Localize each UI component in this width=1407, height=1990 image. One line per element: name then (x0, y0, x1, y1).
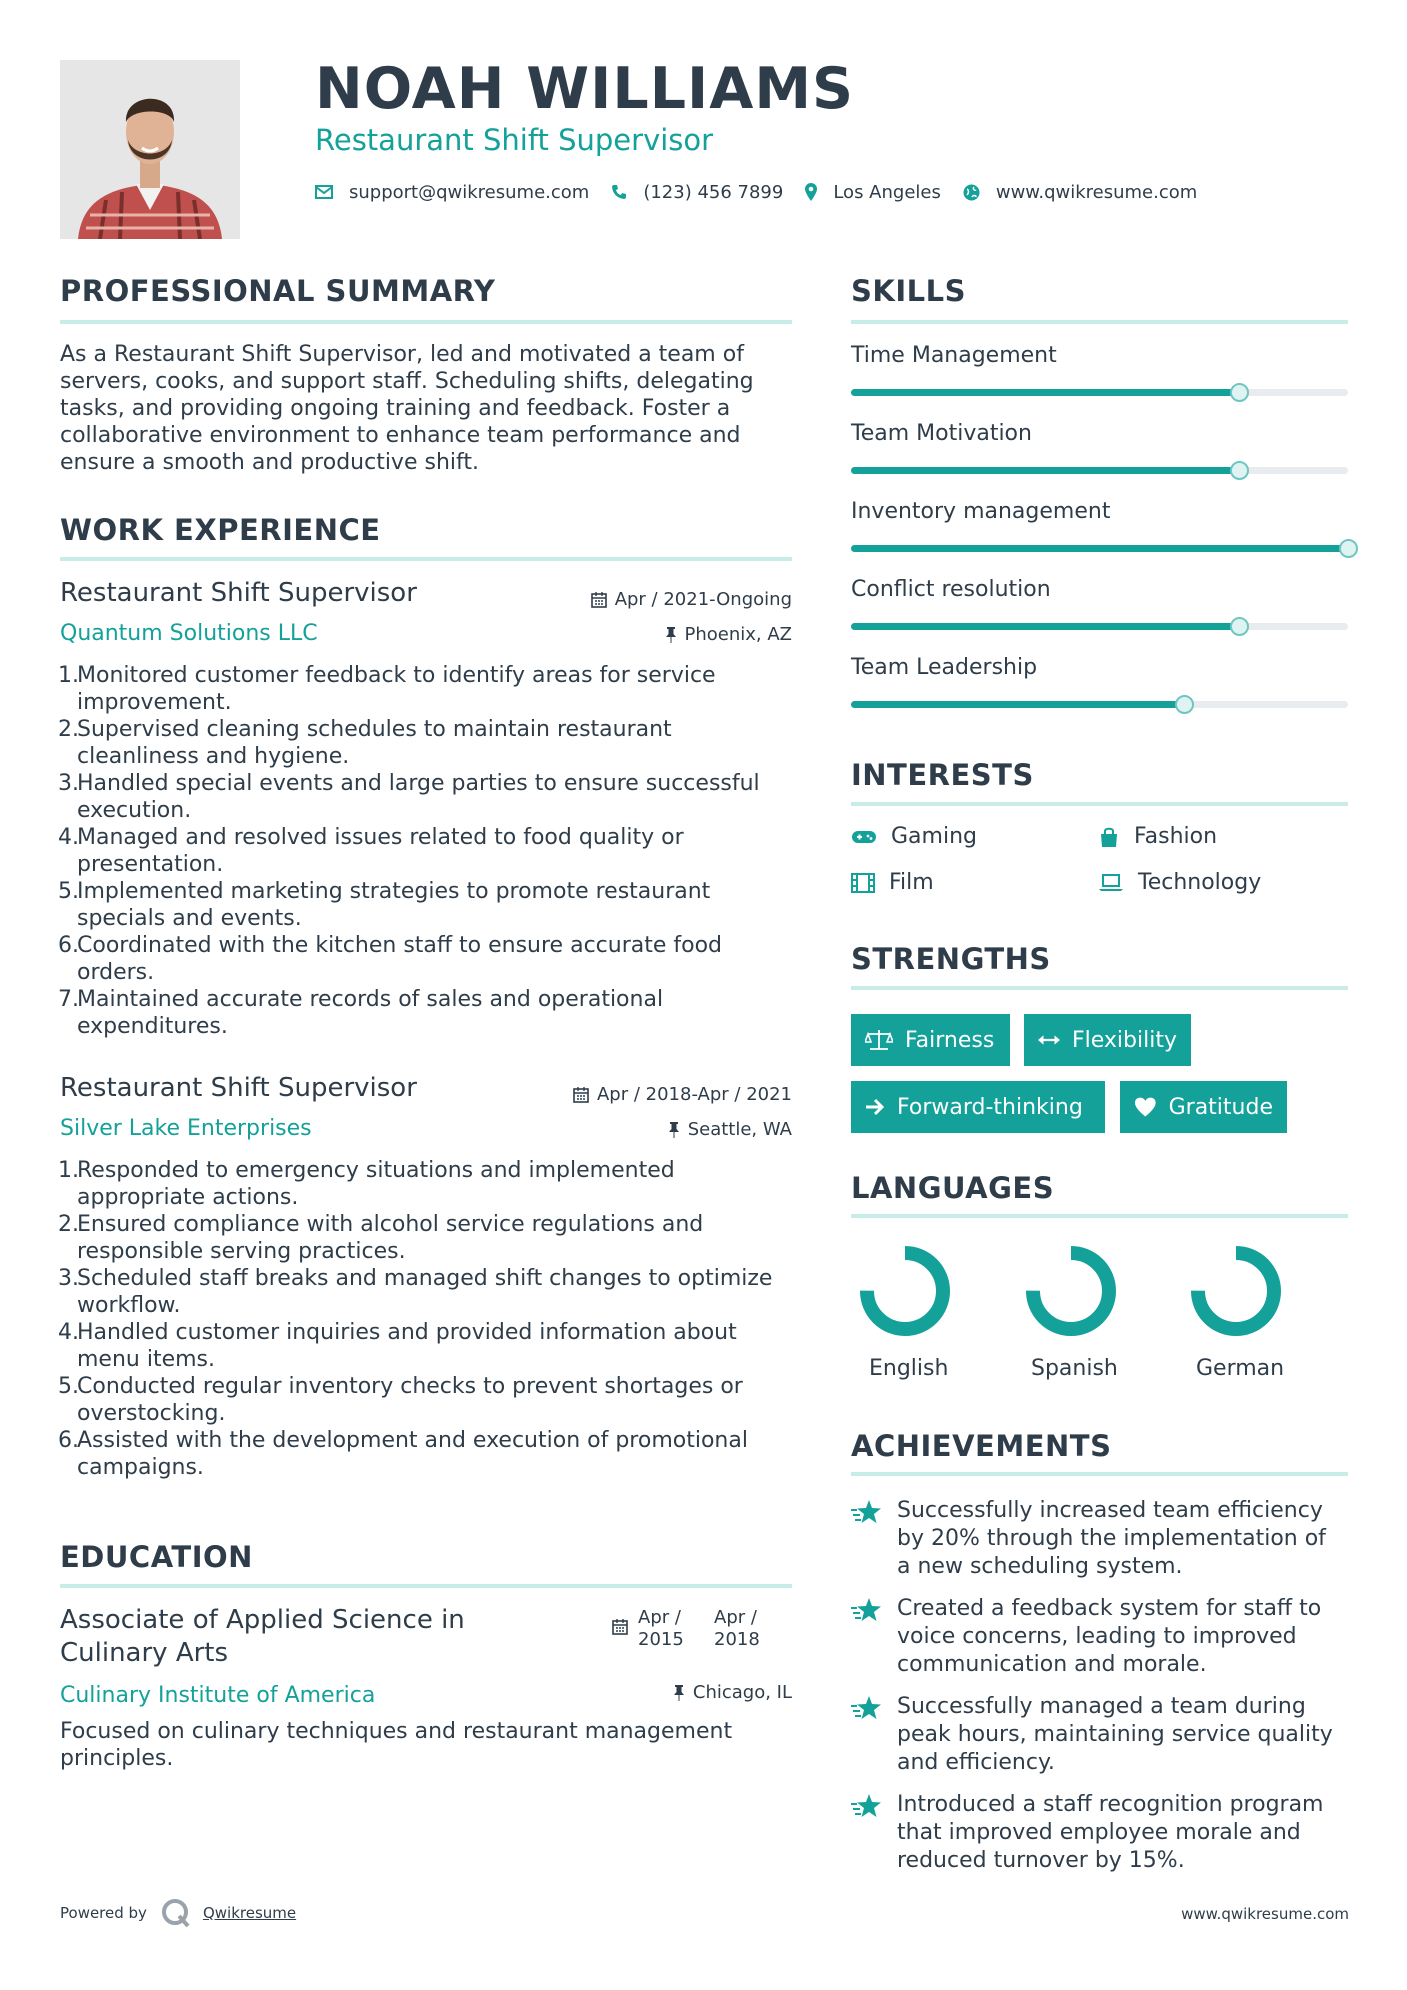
education-description (60, 1718, 800, 1772)
start-month: Apr / (638, 1607, 681, 1628)
list-line: presentation. (77, 852, 224, 877)
summary-heading: PROFESSIONAL SUMMARY (60, 274, 496, 308)
achievement-item (851, 1693, 1351, 1777)
star-icon (851, 1695, 883, 1721)
interest-item (1098, 824, 1217, 849)
section-divider (60, 557, 792, 561)
list-line: Monitored customer feedback to identify areas for service (77, 663, 716, 688)
website-text: www.qwikresume.com (995, 181, 1198, 203)
job-title: Restaurant Shift Supervisor (60, 578, 417, 608)
arrow-right-icon (865, 1098, 885, 1116)
list-line: Supervised cleaning schedules to maintain restaurant (77, 717, 672, 742)
star-icon (851, 1793, 883, 1819)
film-icon (851, 873, 875, 893)
achievement-line: that improved employee morale and (897, 1820, 1301, 1845)
achievement-line: Successfully managed a team during (897, 1694, 1306, 1719)
list-item (58, 770, 798, 824)
job-bullets (58, 662, 798, 1040)
section-divider (851, 320, 1348, 324)
skills-heading: SKILLS (851, 274, 966, 308)
summary-line: collaborative environment to enhance team performance and (60, 423, 741, 448)
interest-label: Technology (1138, 870, 1262, 895)
list-number: 4. (58, 825, 79, 850)
phone-text: (123) 456 7899 (643, 181, 784, 203)
section-divider (851, 1214, 1348, 1218)
skill-name: Team Leadership (851, 655, 1038, 680)
company-name: Quantum Solutions LLC (60, 621, 318, 646)
laptop-icon (1098, 874, 1124, 892)
summary-text (60, 341, 800, 476)
achievement-line: voice concerns, leading to improved (897, 1624, 1297, 1649)
skill-bar (851, 389, 1348, 396)
section-divider (60, 320, 792, 324)
achievement-line: by 20% through the implementation of (897, 1526, 1326, 1551)
list-item (58, 986, 798, 1040)
summary-line: servers, cooks, and support staff. Scheduling shifts, delegating (60, 369, 754, 394)
list-line: menu items. (77, 1347, 216, 1372)
footer-url[interactable]: www.qwikresume.com (1181, 1905, 1349, 1923)
skill-name: Time Management (851, 343, 1057, 368)
achievements-heading: ACHIEVEMENTS (851, 1429, 1112, 1463)
list-line: responsible serving practices. (77, 1239, 406, 1264)
section-divider (851, 1472, 1348, 1476)
job-date (540, 1084, 792, 1105)
language-label: English (869, 1356, 949, 1381)
skill-bar-knob (1230, 461, 1249, 480)
language-label: German (1196, 1356, 1285, 1381)
list-number: 2. (58, 1212, 79, 1237)
strength-tag (851, 1081, 1105, 1133)
list-text (77, 1157, 675, 1211)
job-location (540, 1119, 792, 1140)
summary-line: tasks, and providing ongoing training and feedback. Foster a (60, 396, 731, 421)
achievement-text (897, 1497, 1326, 1581)
calendar-icon (612, 1619, 628, 1635)
list-text (77, 1265, 772, 1319)
education-location (540, 1682, 792, 1703)
language-ring-english (857, 1243, 953, 1339)
arrows-horizontal-icon (1038, 1033, 1060, 1047)
list-text (77, 1373, 743, 1427)
list-text (77, 1427, 748, 1481)
achievement-text (897, 1595, 1321, 1679)
list-line: execution. (77, 798, 192, 823)
list-line: Assisted with the development and execution of promotional (77, 1428, 748, 1453)
globe-icon (963, 184, 980, 201)
list-line: Scheduled staff breaks and managed shift changes to optimize (77, 1266, 773, 1291)
interest-item (1098, 870, 1261, 895)
achievement-item (851, 1791, 1351, 1875)
list-line: Responded to emergency situations and implemented (77, 1158, 675, 1183)
achievement-line: a new scheduling system. (897, 1554, 1183, 1579)
profile-photo (60, 60, 240, 239)
list-number: 1. (58, 1158, 79, 1183)
list-line: Implemented marketing strategies to promote restaurant (77, 879, 711, 904)
list-number: 2. (58, 717, 79, 742)
list-number: 6. (58, 1428, 79, 1453)
list-item (58, 1211, 798, 1265)
interest-item (851, 824, 977, 849)
contact-location (805, 182, 941, 203)
list-number: 7. (58, 987, 79, 1012)
pushpin-icon (673, 1685, 685, 1701)
summary-line: ensure a smooth and productive shift. (60, 450, 479, 475)
calendar-icon (573, 1087, 589, 1103)
section-divider (60, 1584, 792, 1588)
language-ring-spanish (1023, 1243, 1119, 1339)
list-item (58, 716, 798, 770)
job-date-text: Apr / 2018-Apr / 2021 (596, 1084, 792, 1105)
envelope-icon (315, 185, 333, 199)
list-number: 5. (58, 1374, 79, 1399)
star-icon (851, 1597, 883, 1623)
achievement-line: reduced turnover by 15%. (897, 1848, 1185, 1873)
job-location (540, 624, 792, 645)
achievement-line: peak hours, maintaining service quality (897, 1722, 1333, 1747)
skill-bar (851, 623, 1348, 630)
list-line: workflow. (77, 1293, 181, 1318)
list-number: 4. (58, 1320, 79, 1345)
achievement-line: Created a feedback system for staff to (897, 1596, 1322, 1621)
phone-icon (611, 184, 627, 200)
skill-bar-fill (851, 623, 1239, 630)
achievement-item (851, 1595, 1351, 1679)
job-date-text: Apr / 2021-Ongoing (614, 589, 792, 610)
gamepad-icon (851, 829, 877, 845)
job-title: Restaurant Shift Supervisor (60, 1073, 417, 1103)
section-divider (851, 986, 1348, 990)
section-divider (851, 802, 1348, 806)
contact-email[interactable] (315, 182, 589, 203)
skill-bar-knob (1175, 695, 1194, 714)
skill-bar (851, 701, 1348, 708)
strength-label: Gratitude (1168, 1094, 1273, 1120)
summary-line: As a Restaurant Shift Supervisor, led and motivated a team of (60, 342, 744, 367)
list-line: Maintained accurate records of sales and operational (77, 987, 664, 1012)
interest-item (851, 870, 934, 895)
list-line: cleanliness and hygiene. (77, 744, 350, 769)
skill-bar-knob (1339, 539, 1358, 558)
list-item (58, 878, 798, 932)
language-ring-german (1188, 1243, 1284, 1339)
list-line: Ensured compliance with alcohol service regulations and (77, 1212, 704, 1237)
list-item (58, 662, 798, 716)
footer-powered-by (60, 1898, 296, 1928)
calendar-icon (591, 592, 607, 608)
list-line: appropriate actions. (77, 1185, 299, 1210)
description-line: principles. (60, 1746, 174, 1771)
company-name: Silver Lake Enterprises (60, 1116, 312, 1141)
experience-heading: WORK EXPERIENCE (60, 513, 381, 547)
interest-label: Fashion (1134, 824, 1218, 849)
email-text: support@qwikresume.com (349, 181, 590, 203)
skill-bar (851, 467, 1348, 474)
list-line: campaigns. (77, 1455, 204, 1480)
description-line: Focused on culinary techniques and restaurant management (60, 1719, 733, 1744)
strength-tag (1024, 1014, 1191, 1066)
list-line: Handled special events and large parties to ensure successful (77, 771, 760, 796)
list-text (77, 1319, 737, 1373)
list-number: 1. (58, 663, 79, 688)
list-line: Handled customer inquiries and provided information about (77, 1320, 737, 1345)
degree-title-line: Associate of Applied Science in (60, 1605, 465, 1635)
achievement-line: Introduced a staff recognition program (897, 1792, 1324, 1817)
list-line: orders. (77, 960, 155, 985)
skill-bar-knob (1230, 617, 1249, 636)
list-line: Conducted regular inventory checks to prevent shortages or (77, 1374, 743, 1399)
list-item (58, 824, 798, 878)
list-number: 3. (58, 1266, 79, 1291)
end-month: Apr / (714, 1607, 757, 1628)
strengths-heading: STRENGTHS (851, 942, 1051, 976)
job-location-text: Seattle, WA (687, 1119, 792, 1140)
qwikresume-logo-icon (161, 1898, 191, 1928)
interest-label: Gaming (891, 824, 977, 849)
job-date (540, 589, 792, 610)
education-end-date (714, 1607, 760, 1651)
skill-name: Conflict resolution (851, 577, 1051, 602)
candidate-title: Restaurant Shift Supervisor (315, 123, 714, 157)
skill-bar-fill (851, 467, 1239, 474)
education-start-date (638, 1607, 684, 1651)
end-year: 2018 (714, 1629, 760, 1650)
list-text (77, 932, 722, 986)
list-text (77, 662, 716, 716)
education-location-text: Chicago, IL (692, 1682, 792, 1703)
candidate-name: NOAH WILLIAMS (315, 56, 855, 122)
balance-scale-icon (865, 1029, 893, 1051)
strength-label: Forward-thinking (897, 1094, 1083, 1120)
skill-bar-fill (851, 545, 1348, 552)
strength-label: Fairness (905, 1027, 995, 1053)
strength-label: Flexibility (1072, 1027, 1177, 1053)
achievement-line: communication and morale. (897, 1652, 1207, 1677)
list-line: overstocking. (77, 1401, 226, 1426)
list-item (58, 932, 798, 986)
list-text (77, 824, 684, 878)
school-name: Culinary Institute of America (60, 1683, 376, 1708)
skill-bar-knob (1230, 383, 1249, 402)
heart-icon (1134, 1096, 1157, 1118)
list-number: 5. (58, 879, 79, 904)
list-line: Managed and resolved issues related to food quality or (77, 825, 684, 850)
languages-heading: LANGUAGES (851, 1171, 1055, 1205)
skill-bar-fill (851, 389, 1239, 396)
contact-bar (315, 179, 1219, 205)
start-year: 2015 (638, 1629, 684, 1650)
skill-name: Team Motivation (851, 421, 1032, 446)
job-location-text: Phoenix, AZ (684, 624, 792, 645)
list-number: 6. (58, 933, 79, 958)
pushpin-icon (665, 627, 677, 643)
list-line: expenditures. (77, 1014, 228, 1039)
list-item (58, 1373, 798, 1427)
location-text: Los Angeles (833, 181, 941, 203)
map-marker-icon (805, 183, 817, 201)
interest-label: Film (889, 870, 934, 895)
job-bullets (58, 1157, 798, 1481)
list-text (77, 770, 760, 824)
list-text (77, 986, 663, 1040)
skill-bar-fill (851, 701, 1184, 708)
education-heading: EDUCATION (60, 1540, 253, 1574)
powered-by-text: Powered by (60, 1904, 147, 1922)
list-item (58, 1427, 798, 1481)
language-label: Spanish (1031, 1356, 1118, 1381)
list-item (58, 1157, 798, 1211)
list-item (58, 1265, 798, 1319)
achievement-text (897, 1791, 1324, 1875)
list-line: Coordinated with the kitchen staff to ensure accurate food (77, 933, 723, 958)
list-item (58, 1319, 798, 1373)
shopping-bag-icon (1098, 826, 1120, 848)
brand-link[interactable]: Qwikresume (202, 1904, 297, 1922)
achievement-line: and efficiency. (897, 1750, 1055, 1775)
list-number: 3. (58, 771, 79, 796)
achievement-line: Successfully increased team efficiency (897, 1498, 1323, 1523)
contact-website[interactable] (963, 182, 1197, 203)
list-line: improvement. (77, 690, 232, 715)
skill-name: Inventory management (851, 499, 1111, 524)
list-text (77, 878, 710, 932)
contact-phone[interactable] (611, 182, 783, 203)
list-text (77, 1211, 703, 1265)
skill-bar (851, 545, 1348, 552)
strength-tag (851, 1014, 1010, 1066)
degree-title-line: Culinary Arts (60, 1638, 229, 1668)
achievement-text (897, 1693, 1333, 1777)
interests-heading: INTERESTS (851, 758, 1034, 792)
list-text (77, 716, 672, 770)
strength-tag (1120, 1081, 1287, 1133)
achievement-item (851, 1497, 1351, 1581)
pushpin-icon (668, 1122, 680, 1138)
star-icon (851, 1499, 883, 1525)
list-line: specials and events. (77, 906, 302, 931)
